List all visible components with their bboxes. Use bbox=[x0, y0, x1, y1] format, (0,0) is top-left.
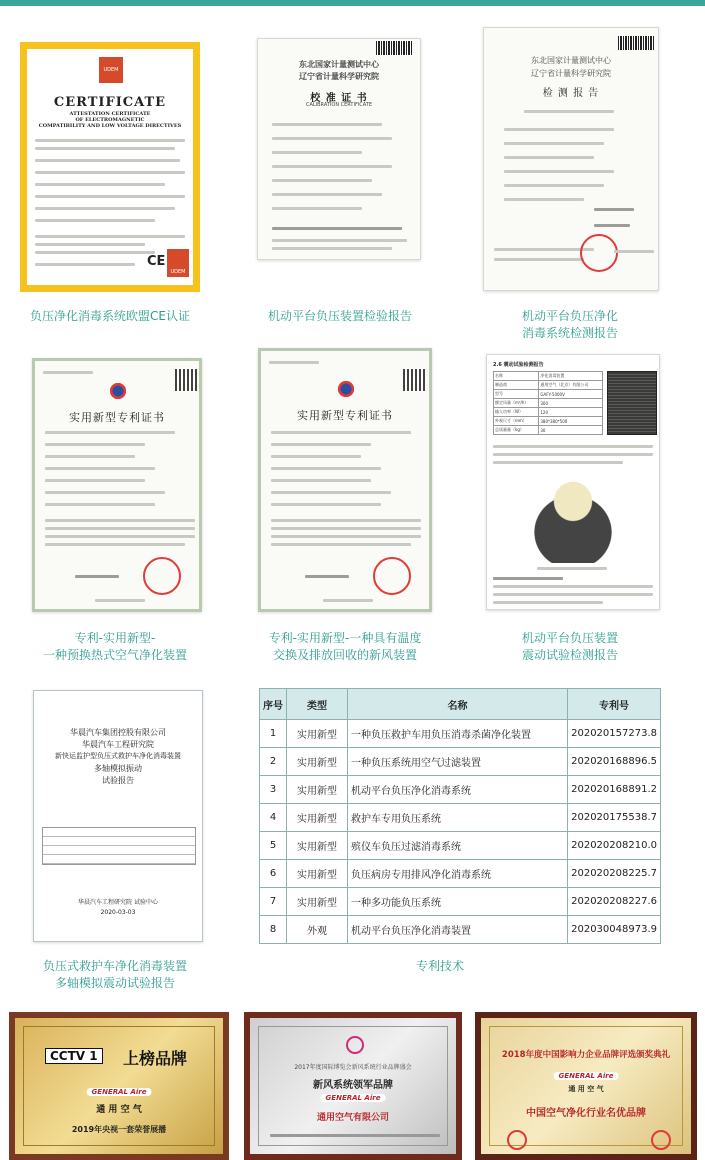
award3-top: 2018年度中国影响力企业品牌评选颁奖典礼 bbox=[501, 1050, 671, 1060]
table-row bbox=[260, 916, 661, 944]
spec-label: 外观尺寸（mm） bbox=[494, 417, 539, 426]
brand-award-plaque bbox=[475, 1012, 697, 1160]
ambulance-org2: 华晨汽车工程研究院 bbox=[82, 740, 154, 749]
calibration-org: 东北国家计量测试中心 辽宁省计量科学研究院 bbox=[299, 60, 379, 81]
patent1-title: 实用新型专利证书 bbox=[69, 411, 165, 424]
red-seal-icon bbox=[507, 1130, 527, 1150]
caption-ambulance: 负压式救护车净化消毒装置 多轴模拟震动试验报告 bbox=[42, 959, 187, 990]
ambulance-title2: 多轴模拟振动 bbox=[94, 764, 142, 773]
spec-label: 输入功率（W） bbox=[494, 408, 539, 417]
row-type: 实用新型 bbox=[287, 748, 348, 776]
ce-mark: CE bbox=[147, 254, 166, 269]
spec-value: 300 bbox=[539, 399, 603, 408]
row-name: 负压病房专用排风净化消毒系统 bbox=[348, 860, 568, 888]
spec-value: 380*380*500 bbox=[539, 417, 603, 426]
spec-label: 名称 bbox=[494, 372, 539, 381]
general-aire-logo: GENERAL Aire bbox=[87, 1088, 152, 1096]
row-index: 3 bbox=[260, 776, 287, 804]
row-index: 5 bbox=[260, 832, 287, 860]
award2-company: 通用空气有限公司 bbox=[316, 1113, 389, 1123]
patent-certificate-2-image bbox=[258, 348, 432, 612]
expo-logo-icon bbox=[346, 1036, 364, 1054]
spec-label: 总质量量（kg） bbox=[494, 426, 539, 435]
vibration-spec-row bbox=[494, 372, 603, 381]
row-name: 一种负压系统用空气过滤装置 bbox=[348, 748, 568, 776]
red-seal-icon bbox=[373, 557, 411, 595]
caption-inspection: 机动平台负压净化 消毒系统检测报告 bbox=[521, 309, 618, 340]
col-header-index: 序号 bbox=[260, 689, 287, 720]
cctv-award-title: 上榜品牌 bbox=[123, 1049, 188, 1068]
row-name: 殡仪车负压过滤消毒系统 bbox=[348, 832, 568, 860]
row-number: 202020208210.0 bbox=[568, 832, 661, 860]
vibration-report-image bbox=[486, 354, 660, 610]
red-seal-icon bbox=[651, 1130, 671, 1150]
row-type: 外观 bbox=[287, 916, 348, 944]
spec-label: 额定风量（m³/h） bbox=[494, 399, 539, 408]
spec-value: 30 bbox=[539, 426, 603, 435]
row-index: 2 bbox=[260, 748, 287, 776]
row-number: 202020168896.5 bbox=[568, 748, 661, 776]
inspection-title: 检 测 报 告 bbox=[542, 88, 600, 99]
row-index: 8 bbox=[260, 916, 287, 944]
spec-value: 120 bbox=[539, 408, 603, 417]
qr-code-icon bbox=[403, 369, 425, 391]
row-number: 202030048973.9 bbox=[568, 916, 661, 944]
udem-logo: UDEM bbox=[99, 57, 123, 83]
table-row bbox=[260, 720, 661, 748]
cctv-logo: CCTV 1 bbox=[45, 1048, 103, 1064]
row-number: 202020208227.6 bbox=[568, 888, 661, 916]
row-type: 实用新型 bbox=[287, 720, 348, 748]
spec-label: 型号 bbox=[494, 390, 539, 399]
patent-table bbox=[259, 688, 661, 944]
col-header-type: 类型 bbox=[287, 689, 348, 720]
row-type: 实用新型 bbox=[287, 804, 348, 832]
caption-patent2: 专利-实用新型-一种具有温度 交换及排放回收的新风装置 bbox=[268, 631, 422, 662]
spec-value: 净化消毒装置 bbox=[539, 372, 603, 381]
patent-emblem-icon bbox=[337, 379, 355, 399]
inspection-org: 东北国家计量测试中心 辽宁省计量科学研究院 bbox=[531, 56, 611, 78]
red-seal-icon bbox=[143, 557, 181, 595]
row-name: 机动平台负压净化消毒系统 bbox=[348, 776, 568, 804]
vibration-spec-row bbox=[494, 417, 603, 426]
row-number: 202020175538.7 bbox=[568, 804, 661, 832]
ambulance-org1: 华晨汽车集团控股有限公司 bbox=[70, 728, 166, 737]
table-row bbox=[260, 888, 661, 916]
table-row bbox=[260, 776, 661, 804]
vibration-spec-row bbox=[494, 381, 603, 390]
spec-label: 制造商 bbox=[494, 381, 539, 390]
cctv-award-plaque bbox=[9, 1012, 229, 1160]
ambulance-title1: 新快运监护型负压式救护车净化消毒装置 bbox=[55, 752, 181, 760]
cctv-award-subtitle: 2019年央视一套荣誉展播 bbox=[71, 1125, 167, 1134]
signature-table bbox=[42, 827, 196, 865]
award3-brand-cn: 通 用 空 气 bbox=[568, 1085, 604, 1093]
row-type: 实用新型 bbox=[287, 860, 348, 888]
calibration-certificate-image bbox=[257, 38, 421, 260]
spec-value: 通用空气（北京）有限公司 bbox=[539, 381, 603, 390]
caption-vibration: 机动平台负压装置 震动试验检测报告 bbox=[521, 631, 618, 662]
row-type: 实用新型 bbox=[287, 776, 348, 804]
row-index: 4 bbox=[260, 804, 287, 832]
general-aire-logo: GENERAL Aire bbox=[554, 1072, 619, 1080]
cctv-brand-cn: 通 用 空 气 bbox=[96, 1105, 142, 1115]
col-header-number: 专利号 bbox=[568, 689, 661, 720]
red-seal-icon bbox=[580, 234, 618, 272]
row-name: 机动平台负压净化消毒装置 bbox=[348, 916, 568, 944]
patent2-title: 实用新型专利证书 bbox=[297, 409, 393, 422]
row-name: 救护车专用负压系统 bbox=[348, 804, 568, 832]
ce-certificate-image bbox=[20, 42, 200, 292]
vibration-spec-row bbox=[494, 408, 603, 417]
qr-code-icon bbox=[175, 369, 197, 391]
award2-line1: 2017年度国际博览会新风系统行业品牌盛会 bbox=[294, 1064, 412, 1071]
row-number: 202020208225.7 bbox=[568, 860, 661, 888]
calibration-title-en: CALIBRATION CERTIFICATE bbox=[305, 102, 373, 108]
table-row bbox=[260, 860, 661, 888]
row-index: 1 bbox=[260, 720, 287, 748]
patent-certificate-1-image bbox=[32, 358, 202, 612]
award2-title: 新风系统领军品牌 bbox=[313, 1080, 393, 1091]
row-number: 202020157273.8 bbox=[568, 720, 661, 748]
general-aire-logo: GENERAL Aire bbox=[321, 1094, 386, 1102]
row-name: 一种负压救护车用负压消毒杀菌净化装置 bbox=[348, 720, 568, 748]
ambulance-vibration-report-image bbox=[33, 690, 203, 942]
caption-patent1: 专利-实用新型- 一种预换热式空气净化装置 bbox=[42, 631, 187, 662]
vibration-spec-table bbox=[493, 371, 603, 435]
ce-certificate-title: CERTIFICATE bbox=[53, 95, 167, 110]
award3-title: 中国空气净化行业名优品牌 bbox=[526, 1108, 646, 1119]
row-type: 实用新型 bbox=[287, 888, 348, 916]
caption-patent-tech: 专利技术 bbox=[415, 959, 464, 973]
ambulance-footer1: 华晨汽车工程研究院 试验中心 bbox=[78, 899, 158, 906]
vibration-platform-photo bbox=[513, 475, 633, 563]
row-index: 6 bbox=[260, 860, 287, 888]
calibration-title: 校 准 证 书 bbox=[310, 93, 368, 104]
top-accent-bar bbox=[0, 0, 705, 6]
patent-emblem-icon bbox=[109, 381, 127, 401]
udem-badge: UDEM bbox=[167, 249, 189, 277]
row-name: 一种多功能负压系统 bbox=[348, 888, 568, 916]
vibration-heading: 2.6 震动试验检测报告 bbox=[493, 362, 544, 368]
table-row bbox=[260, 832, 661, 860]
purifier-device-image bbox=[607, 371, 657, 435]
vibration-spec-row bbox=[494, 399, 603, 408]
row-number: 202020168891.2 bbox=[568, 776, 661, 804]
row-type: 实用新型 bbox=[287, 832, 348, 860]
row-index: 7 bbox=[260, 888, 287, 916]
col-header-name: 名称 bbox=[348, 689, 568, 720]
ambulance-title3: 试验报告 bbox=[102, 776, 134, 785]
caption-ce: 负压净化消毒系统欧盟CE认证 bbox=[30, 309, 190, 323]
ambulance-footer2: 2020-03-03 bbox=[100, 909, 136, 916]
table-row bbox=[260, 748, 661, 776]
inspection-report-image bbox=[483, 27, 659, 291]
table-row bbox=[260, 804, 661, 832]
spec-value: GAFY-5000V bbox=[539, 390, 603, 399]
vibration-spec-row bbox=[494, 390, 603, 399]
ce-certificate-subtitle: ATTESTATION CERTIFICATE OF ELECTROMAGNETIC COMPATIBILITY AND LOW VOLTAGE DIRECTIVES bbox=[38, 111, 182, 129]
caption-calibration: 机动平台负压装置检验报告 bbox=[267, 309, 412, 323]
fresh-air-award-plaque bbox=[244, 1012, 462, 1160]
vibration-spec-row bbox=[494, 426, 603, 435]
